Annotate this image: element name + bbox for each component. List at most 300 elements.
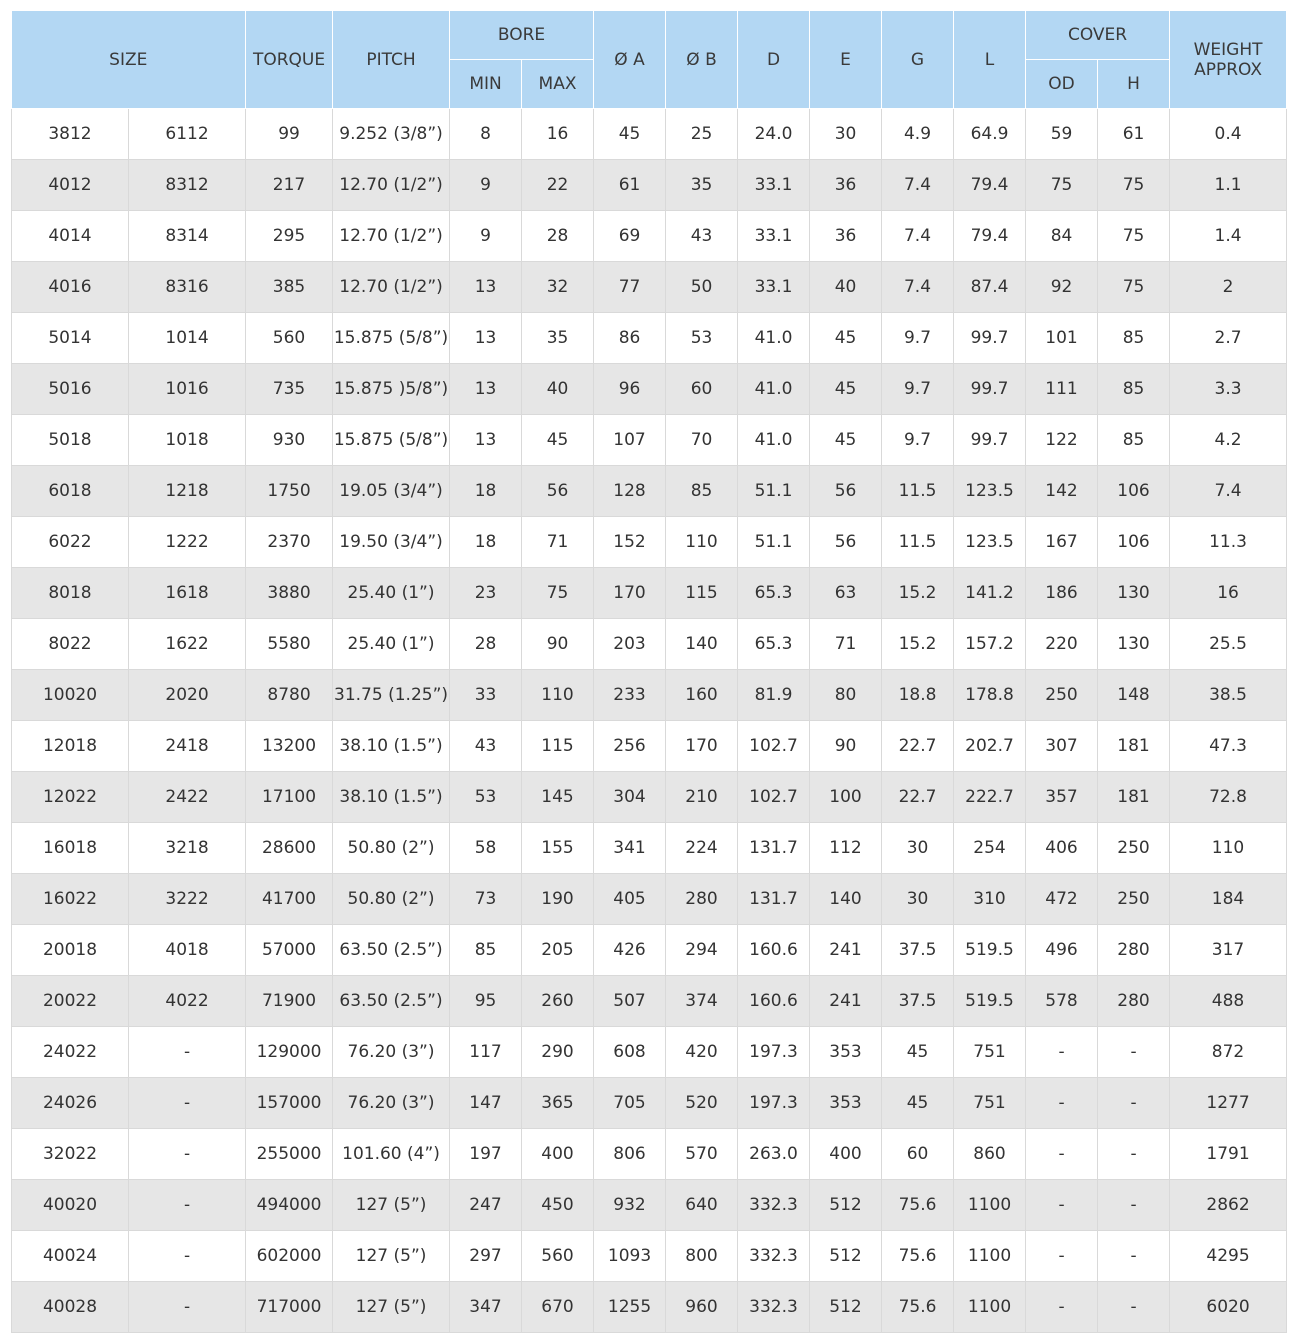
cell-e: 63 xyxy=(810,568,882,619)
cell-g: 15.2 xyxy=(882,619,954,670)
cell-bore-min: 297 xyxy=(450,1231,522,1282)
cell-e: 112 xyxy=(810,823,882,874)
cell-e: 512 xyxy=(810,1231,882,1282)
cell-g: 37.5 xyxy=(882,976,954,1027)
cell-cover-od: 472 xyxy=(1026,874,1098,925)
cell-g: 45 xyxy=(882,1078,954,1129)
table-row xyxy=(12,568,1287,619)
cell-bore-min: 197 xyxy=(450,1129,522,1180)
cell-d: 332.3 xyxy=(738,1231,810,1282)
cell-cover-od: 92 xyxy=(1026,262,1098,313)
cell-l: 123.5 xyxy=(954,517,1026,568)
cell-g: 30 xyxy=(882,874,954,925)
cell-bore-max: 56 xyxy=(522,466,594,517)
cell-size-a: 20022 xyxy=(12,976,129,1027)
table-row xyxy=(12,619,1287,670)
cell-bore-min: 23 xyxy=(450,568,522,619)
cell-e: 36 xyxy=(810,211,882,262)
cell-e: 30 xyxy=(810,109,882,160)
cell-pitch: 38.10 (1.5”) xyxy=(333,772,450,823)
cell-pitch: 12.70 (1/2”) xyxy=(333,160,450,211)
cell-cover-h: 130 xyxy=(1098,568,1170,619)
coupling-dimensions-table xyxy=(11,11,1287,1333)
cell-e: 241 xyxy=(810,925,882,976)
cell-g: 7.4 xyxy=(882,160,954,211)
cell-l: 254 xyxy=(954,823,1026,874)
cell-weight: 1.1 xyxy=(1170,160,1287,211)
cell-bore-max: 75 xyxy=(522,568,594,619)
cell-cover-h: 75 xyxy=(1098,211,1170,262)
cell-g: 75.6 xyxy=(882,1231,954,1282)
cell-pitch: 101.60 (4”) xyxy=(333,1129,450,1180)
cell-pitch: 63.50 (2.5”) xyxy=(333,976,450,1027)
cell-torque: 3880 xyxy=(246,568,333,619)
cell-pitch: 76.20 (3”) xyxy=(333,1078,450,1129)
cell-size-b: 6112 xyxy=(129,109,246,160)
table-row xyxy=(12,925,1287,976)
table-body xyxy=(12,109,1287,1333)
cell-weight: 2 xyxy=(1170,262,1287,313)
cell-size-b: - xyxy=(129,1231,246,1282)
header-dia-b: Ø B xyxy=(666,11,738,109)
cell-g: 75.6 xyxy=(882,1180,954,1231)
table-row xyxy=(12,160,1287,211)
cell-size-b: 4018 xyxy=(129,925,246,976)
cell-pitch: 127 (5”) xyxy=(333,1282,450,1333)
cell-cover-h: 130 xyxy=(1098,619,1170,670)
cell-dia-a: 806 xyxy=(594,1129,666,1180)
table-row xyxy=(12,823,1287,874)
cell-pitch: 25.40 (1”) xyxy=(333,619,450,670)
table-row xyxy=(12,517,1287,568)
cell-l: 87.4 xyxy=(954,262,1026,313)
cell-l: 519.5 xyxy=(954,976,1026,1027)
cell-weight: 11.3 xyxy=(1170,517,1287,568)
cell-pitch: 15.875 (5/8”) xyxy=(333,415,450,466)
table-row xyxy=(12,1180,1287,1231)
cell-size-b: 1218 xyxy=(129,466,246,517)
table-row xyxy=(12,415,1287,466)
cell-cover-od: 101 xyxy=(1026,313,1098,364)
cell-weight: 1277 xyxy=(1170,1078,1287,1129)
table-row xyxy=(12,1078,1287,1129)
cell-cover-od: - xyxy=(1026,1282,1098,1333)
cell-d: 41.0 xyxy=(738,415,810,466)
cell-cover-od: - xyxy=(1026,1231,1098,1282)
cell-dia-a: 1255 xyxy=(594,1282,666,1333)
cell-l: 99.7 xyxy=(954,313,1026,364)
cell-bore-max: 205 xyxy=(522,925,594,976)
cell-weight: 16 xyxy=(1170,568,1287,619)
cell-pitch: 25.40 (1”) xyxy=(333,568,450,619)
cell-bore-min: 117 xyxy=(450,1027,522,1078)
cell-dia-b: 110 xyxy=(666,517,738,568)
cell-pitch: 15.875 (5/8”) xyxy=(333,313,450,364)
cell-d: 102.7 xyxy=(738,721,810,772)
table-row xyxy=(12,1129,1287,1180)
cell-e: 400 xyxy=(810,1129,882,1180)
cell-cover-h: 250 xyxy=(1098,874,1170,925)
cell-d: 332.3 xyxy=(738,1180,810,1231)
cell-l: 141.2 xyxy=(954,568,1026,619)
cell-dia-b: 50 xyxy=(666,262,738,313)
cell-cover-od: 496 xyxy=(1026,925,1098,976)
cell-dia-b: 570 xyxy=(666,1129,738,1180)
cell-weight: 38.5 xyxy=(1170,670,1287,721)
cell-l: 99.7 xyxy=(954,415,1026,466)
cell-size-b: - xyxy=(129,1078,246,1129)
cell-size-a: 40028 xyxy=(12,1282,129,1333)
cell-size-b: - xyxy=(129,1180,246,1231)
cell-pitch: 38.10 (1.5”) xyxy=(333,721,450,772)
cell-weight: 47.3 xyxy=(1170,721,1287,772)
cell-torque: 99 xyxy=(246,109,333,160)
header-d: D xyxy=(738,11,810,109)
cell-torque: 129000 xyxy=(246,1027,333,1078)
cell-size-a: 8018 xyxy=(12,568,129,619)
cell-bore-max: 115 xyxy=(522,721,594,772)
cell-dia-b: 85 xyxy=(666,466,738,517)
cell-bore-max: 32 xyxy=(522,262,594,313)
cell-e: 100 xyxy=(810,772,882,823)
cell-d: 41.0 xyxy=(738,364,810,415)
cell-weight: 72.8 xyxy=(1170,772,1287,823)
cell-bore-min: 13 xyxy=(450,364,522,415)
cell-bore-max: 190 xyxy=(522,874,594,925)
cell-g: 9.7 xyxy=(882,364,954,415)
cell-dia-b: 640 xyxy=(666,1180,738,1231)
cell-cover-h: 250 xyxy=(1098,823,1170,874)
cell-g: 60 xyxy=(882,1129,954,1180)
cell-d: 263.0 xyxy=(738,1129,810,1180)
cell-cover-od: - xyxy=(1026,1180,1098,1231)
cell-size-b: 8312 xyxy=(129,160,246,211)
cell-bore-min: 28 xyxy=(450,619,522,670)
cell-bore-min: 43 xyxy=(450,721,522,772)
cell-size-a: 3812 xyxy=(12,109,129,160)
cell-g: 22.7 xyxy=(882,721,954,772)
cell-size-b: 1016 xyxy=(129,364,246,415)
header-pitch: PITCH xyxy=(333,11,450,109)
cell-e: 512 xyxy=(810,1180,882,1231)
cell-size-b: - xyxy=(129,1027,246,1078)
cell-d: 81.9 xyxy=(738,670,810,721)
cell-e: 512 xyxy=(810,1282,882,1333)
cell-dia-a: 61 xyxy=(594,160,666,211)
cell-size-b: 1018 xyxy=(129,415,246,466)
cell-dia-b: 53 xyxy=(666,313,738,364)
cell-bore-max: 40 xyxy=(522,364,594,415)
cell-cover-od: 357 xyxy=(1026,772,1098,823)
header-weight-line2: APPROX xyxy=(1194,59,1262,80)
cell-dia-a: 256 xyxy=(594,721,666,772)
cell-bore-max: 400 xyxy=(522,1129,594,1180)
header-weight-line1: WEIGHT xyxy=(1193,39,1263,60)
cell-size-a: 4012 xyxy=(12,160,129,211)
cell-dia-a: 45 xyxy=(594,109,666,160)
cell-size-b: - xyxy=(129,1282,246,1333)
cell-l: 178.8 xyxy=(954,670,1026,721)
cell-pitch: 19.05 (3/4”) xyxy=(333,466,450,517)
cell-cover-h: 75 xyxy=(1098,262,1170,313)
cell-torque: 157000 xyxy=(246,1078,333,1129)
cell-g: 7.4 xyxy=(882,211,954,262)
cell-torque: 217 xyxy=(246,160,333,211)
cell-dia-b: 60 xyxy=(666,364,738,415)
cell-dia-a: 107 xyxy=(594,415,666,466)
table-row xyxy=(12,772,1287,823)
cell-bore-min: 13 xyxy=(450,415,522,466)
cell-dia-b: 43 xyxy=(666,211,738,262)
cell-dia-a: 203 xyxy=(594,619,666,670)
cell-size-a: 5018 xyxy=(12,415,129,466)
cell-pitch: 15.875 )5/8”) xyxy=(333,364,450,415)
cell-bore-max: 560 xyxy=(522,1231,594,1282)
cell-bore-max: 16 xyxy=(522,109,594,160)
cell-torque: 560 xyxy=(246,313,333,364)
cell-bore-max: 71 xyxy=(522,517,594,568)
cell-cover-od: 75 xyxy=(1026,160,1098,211)
cell-e: 90 xyxy=(810,721,882,772)
cell-g: 22.7 xyxy=(882,772,954,823)
cell-pitch: 9.252 (3/8”) xyxy=(333,109,450,160)
table-row xyxy=(12,1231,1287,1282)
cell-dia-a: 170 xyxy=(594,568,666,619)
cell-bore-min: 95 xyxy=(450,976,522,1027)
cell-l: 1100 xyxy=(954,1180,1026,1231)
cell-size-b: 4022 xyxy=(129,976,246,1027)
cell-size-b: 3222 xyxy=(129,874,246,925)
table-row xyxy=(12,262,1287,313)
cell-dia-a: 426 xyxy=(594,925,666,976)
cell-d: 197.3 xyxy=(738,1078,810,1129)
header-weight xyxy=(1170,11,1287,109)
cell-size-a: 10020 xyxy=(12,670,129,721)
cell-size-a: 16022 xyxy=(12,874,129,925)
cell-weight: 184 xyxy=(1170,874,1287,925)
cell-cover-od: 167 xyxy=(1026,517,1098,568)
cell-weight: 25.5 xyxy=(1170,619,1287,670)
cell-dia-a: 69 xyxy=(594,211,666,262)
cell-d: 197.3 xyxy=(738,1027,810,1078)
cell-bore-max: 290 xyxy=(522,1027,594,1078)
table-row xyxy=(12,364,1287,415)
cell-d: 160.6 xyxy=(738,976,810,1027)
cell-size-b: 1014 xyxy=(129,313,246,364)
cell-dia-a: 932 xyxy=(594,1180,666,1231)
cell-d: 24.0 xyxy=(738,109,810,160)
cell-d: 332.3 xyxy=(738,1282,810,1333)
cell-l: 64.9 xyxy=(954,109,1026,160)
cell-dia-a: 86 xyxy=(594,313,666,364)
cell-pitch: 127 (5”) xyxy=(333,1231,450,1282)
cell-l: 751 xyxy=(954,1027,1026,1078)
cell-torque: 385 xyxy=(246,262,333,313)
cell-weight: 2.7 xyxy=(1170,313,1287,364)
cell-e: 40 xyxy=(810,262,882,313)
cell-e: 140 xyxy=(810,874,882,925)
cell-size-a: 12022 xyxy=(12,772,129,823)
cell-e: 241 xyxy=(810,976,882,1027)
cell-size-a: 5016 xyxy=(12,364,129,415)
cell-pitch: 12.70 (1/2”) xyxy=(333,211,450,262)
table-row xyxy=(12,466,1287,517)
cell-bore-min: 8 xyxy=(450,109,522,160)
cell-g: 45 xyxy=(882,1027,954,1078)
cell-weight: 3.3 xyxy=(1170,364,1287,415)
cell-cover-od: 307 xyxy=(1026,721,1098,772)
cell-cover-od: 59 xyxy=(1026,109,1098,160)
cell-size-a: 32022 xyxy=(12,1129,129,1180)
cell-size-a: 12018 xyxy=(12,721,129,772)
cell-dia-b: 520 xyxy=(666,1078,738,1129)
cell-dia-b: 374 xyxy=(666,976,738,1027)
cell-bore-min: 85 xyxy=(450,925,522,976)
cell-weight: 317 xyxy=(1170,925,1287,976)
cell-dia-b: 224 xyxy=(666,823,738,874)
cell-size-a: 4014 xyxy=(12,211,129,262)
cell-pitch: 12.70 (1/2”) xyxy=(333,262,450,313)
header-e: E xyxy=(810,11,882,109)
cell-d: 65.3 xyxy=(738,619,810,670)
cell-bore-min: 33 xyxy=(450,670,522,721)
cell-dia-a: 304 xyxy=(594,772,666,823)
cell-cover-h: 181 xyxy=(1098,721,1170,772)
cell-torque: 255000 xyxy=(246,1129,333,1180)
cell-dia-a: 705 xyxy=(594,1078,666,1129)
cell-cover-od: 578 xyxy=(1026,976,1098,1027)
coupling-dimensions-table-container xyxy=(11,11,1287,1333)
cell-d: 131.7 xyxy=(738,823,810,874)
cell-d: 131.7 xyxy=(738,874,810,925)
cell-dia-b: 25 xyxy=(666,109,738,160)
table-header xyxy=(12,11,1287,109)
cell-e: 45 xyxy=(810,364,882,415)
cell-cover-h: 280 xyxy=(1098,976,1170,1027)
table-row xyxy=(12,211,1287,262)
cell-cover-h: 75 xyxy=(1098,160,1170,211)
cell-pitch: 19.50 (3/4”) xyxy=(333,517,450,568)
table-row xyxy=(12,313,1287,364)
table-row xyxy=(12,1282,1287,1333)
cell-weight: 1791 xyxy=(1170,1129,1287,1180)
cell-size-b: 2418 xyxy=(129,721,246,772)
cell-d: 65.3 xyxy=(738,568,810,619)
cell-pitch: 50.80 (2”) xyxy=(333,823,450,874)
cell-torque: 57000 xyxy=(246,925,333,976)
cell-l: 157.2 xyxy=(954,619,1026,670)
cell-cover-od: 406 xyxy=(1026,823,1098,874)
cell-g: 37.5 xyxy=(882,925,954,976)
cell-weight: 110 xyxy=(1170,823,1287,874)
cell-bore-max: 145 xyxy=(522,772,594,823)
cell-size-a: 16018 xyxy=(12,823,129,874)
cell-l: 123.5 xyxy=(954,466,1026,517)
table-row xyxy=(12,109,1287,160)
cell-cover-h: - xyxy=(1098,1129,1170,1180)
cell-l: 1100 xyxy=(954,1231,1026,1282)
cell-torque: 930 xyxy=(246,415,333,466)
cell-d: 41.0 xyxy=(738,313,810,364)
cell-weight: 4.2 xyxy=(1170,415,1287,466)
cell-l: 751 xyxy=(954,1078,1026,1129)
cell-bore-max: 670 xyxy=(522,1282,594,1333)
cell-cover-h: 148 xyxy=(1098,670,1170,721)
cell-bore-max: 35 xyxy=(522,313,594,364)
cell-dia-b: 160 xyxy=(666,670,738,721)
cell-bore-max: 155 xyxy=(522,823,594,874)
cell-e: 45 xyxy=(810,313,882,364)
cell-dia-b: 35 xyxy=(666,160,738,211)
header-g: G xyxy=(882,11,954,109)
cell-size-b: 1622 xyxy=(129,619,246,670)
cell-bore-min: 347 xyxy=(450,1282,522,1333)
cell-size-a: 6022 xyxy=(12,517,129,568)
cell-dia-a: 96 xyxy=(594,364,666,415)
cell-bore-min: 53 xyxy=(450,772,522,823)
cell-size-b: 2422 xyxy=(129,772,246,823)
cell-bore-max: 260 xyxy=(522,976,594,1027)
cell-pitch: 50.80 (2”) xyxy=(333,874,450,925)
cell-dia-a: 405 xyxy=(594,874,666,925)
table-row xyxy=(12,1027,1287,1078)
cell-torque: 602000 xyxy=(246,1231,333,1282)
cell-torque: 41700 xyxy=(246,874,333,925)
header-cover-h: H xyxy=(1098,60,1170,109)
cell-cover-od: - xyxy=(1026,1078,1098,1129)
cell-weight: 0.4 xyxy=(1170,109,1287,160)
cell-g: 9.7 xyxy=(882,415,954,466)
cell-cover-od: 84 xyxy=(1026,211,1098,262)
cell-e: 71 xyxy=(810,619,882,670)
cell-dia-b: 70 xyxy=(666,415,738,466)
cell-cover-od: 186 xyxy=(1026,568,1098,619)
cell-weight: 872 xyxy=(1170,1027,1287,1078)
cell-dia-a: 341 xyxy=(594,823,666,874)
cell-torque: 13200 xyxy=(246,721,333,772)
header-dia-a: Ø A xyxy=(594,11,666,109)
cell-cover-od: - xyxy=(1026,1027,1098,1078)
cell-cover-od: 142 xyxy=(1026,466,1098,517)
cell-weight: 6020 xyxy=(1170,1282,1287,1333)
cell-g: 4.9 xyxy=(882,109,954,160)
cell-g: 11.5 xyxy=(882,517,954,568)
cell-cover-od: 111 xyxy=(1026,364,1098,415)
header-bore: BORE xyxy=(450,11,594,60)
cell-l: 79.4 xyxy=(954,211,1026,262)
cell-cover-h: - xyxy=(1098,1180,1170,1231)
cell-torque: 717000 xyxy=(246,1282,333,1333)
cell-e: 56 xyxy=(810,466,882,517)
cell-g: 9.7 xyxy=(882,313,954,364)
cell-bore-max: 365 xyxy=(522,1078,594,1129)
cell-size-a: 40020 xyxy=(12,1180,129,1231)
cell-l: 519.5 xyxy=(954,925,1026,976)
table-row xyxy=(12,976,1287,1027)
cell-bore-max: 110 xyxy=(522,670,594,721)
cell-pitch: 31.75 (1.25”) xyxy=(333,670,450,721)
cell-size-b: 1618 xyxy=(129,568,246,619)
cell-l: 222.7 xyxy=(954,772,1026,823)
cell-g: 75.6 xyxy=(882,1282,954,1333)
table-row xyxy=(12,670,1287,721)
cell-size-b: 2020 xyxy=(129,670,246,721)
cell-dia-a: 1093 xyxy=(594,1231,666,1282)
cell-size-a: 6018 xyxy=(12,466,129,517)
cell-e: 80 xyxy=(810,670,882,721)
table-row xyxy=(12,721,1287,772)
cell-size-a: 24026 xyxy=(12,1078,129,1129)
